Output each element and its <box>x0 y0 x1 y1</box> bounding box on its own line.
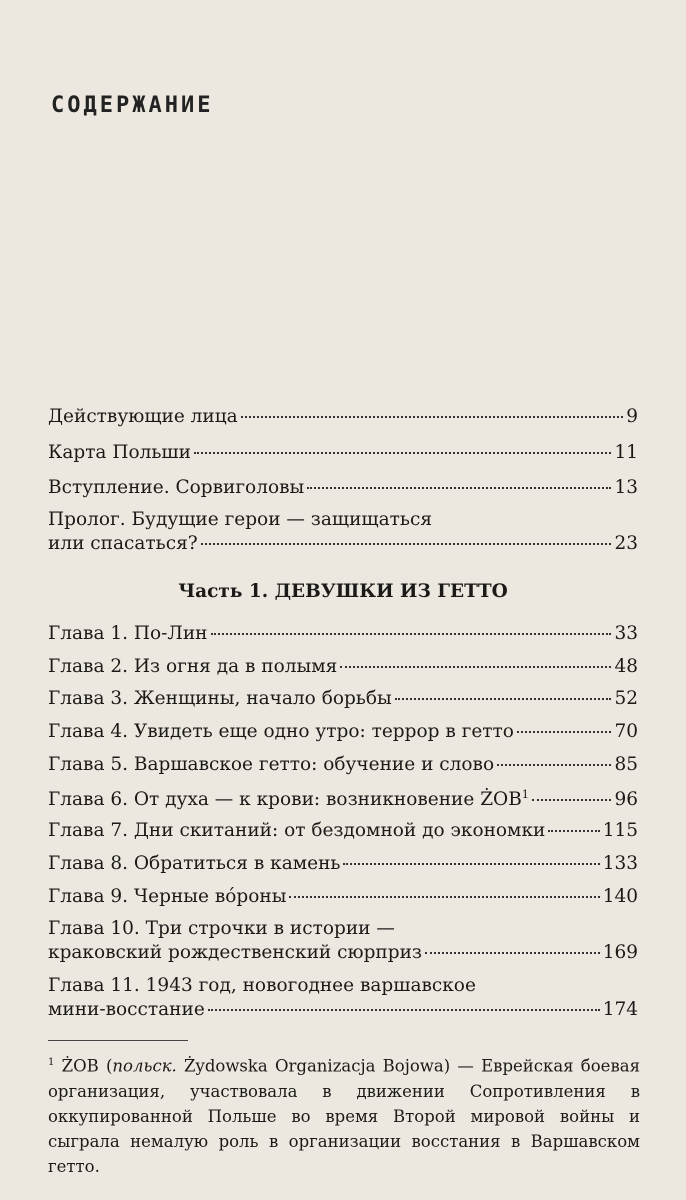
toc-entry[interactable] <box>48 442 638 468</box>
toc-entry-line1[interactable] <box>48 918 638 944</box>
toc-entry-line1[interactable] <box>48 975 638 1001</box>
toc-entry[interactable] <box>48 406 638 432</box>
toc-entry[interactable] <box>48 886 638 912</box>
toc-entry[interactable] <box>48 688 638 714</box>
toc-entry-title: мини-восстание <box>48 999 205 1020</box>
toc-entry-title: Глава 10. Три строчки в истории — <box>48 918 395 939</box>
toc-entry-page: 70 <box>614 721 638 742</box>
toc-entry-page: 174 <box>602 999 638 1020</box>
toc-entry-title-text: Глава 6. От духа — к крови: возникновение ŻOB <box>48 789 522 811</box>
toc-entry-title: Действующие лица <box>48 406 238 427</box>
toc-entry-title: Глава 11. 1943 год, новогоднее варшавское <box>48 975 476 996</box>
toc-entry[interactable] <box>48 788 638 814</box>
toc-entry-page: 115 <box>602 820 638 841</box>
toc-entry[interactable] <box>48 477 638 503</box>
toc-entry-title: Глава 2. Из огня да в полымя <box>48 656 338 677</box>
toc-entry-page: 9 <box>626 406 638 427</box>
footnote-marker: 1 <box>48 1057 55 1068</box>
toc-entry-title: Карта Польши <box>48 442 191 463</box>
toc-entry-title: Глава 4. Увидеть еще одно утро: террор в гетто <box>48 721 514 742</box>
toc-entry-title: Вступление. Сорвиголовы <box>48 477 305 498</box>
toc-entry[interactable] <box>48 999 638 1025</box>
toc-entry-page: 140 <box>602 886 638 907</box>
toc-entry[interactable] <box>48 533 638 559</box>
toc-entry-page: 33 <box>614 623 638 644</box>
footnote-text: — Еврейская боевая организация, участвовала в движении Сопротивления в оккупированной Польше во время Второй мировой войны и сыграла немалую роль в организации восстания в Варшавском гетто. <box>48 1056 640 1176</box>
toc-entry-title: Пролог. Будущие герои — защищаться <box>48 509 433 530</box>
toc-entry[interactable] <box>48 942 638 968</box>
toc-entry[interactable] <box>48 820 638 846</box>
toc-entry-page: 11 <box>614 442 638 463</box>
toc-entry-title: или спасаться? <box>48 533 198 554</box>
toc-entry-page: 85 <box>614 754 638 775</box>
toc-entry-title <box>48 788 529 810</box>
toc-entry-title: краковский рождественский сюрприз <box>48 942 423 963</box>
toc-entry[interactable] <box>48 853 638 879</box>
toc-entry-title: Глава 7. Дни скитаний: от бездомной до экономки <box>48 820 546 841</box>
footnote-abbr: ŻOB <box>61 1056 99 1076</box>
footnote-marker[interactable]: 1 <box>521 788 529 801</box>
toc-entry-page: 48 <box>614 656 638 677</box>
toc-entry-page: 96 <box>614 789 638 811</box>
toc-entry-page: 23 <box>614 533 638 554</box>
toc-entry[interactable] <box>48 623 638 649</box>
toc-entry-title: Глава 5. Варшавское гетто: обучение и слово <box>48 754 495 775</box>
toc-entry[interactable] <box>48 656 638 682</box>
page-title: СОДЕРЖАНИЕ <box>51 93 214 118</box>
toc-entry-page: 133 <box>602 853 638 874</box>
footnote-divider <box>48 1040 188 1041</box>
part-title: Часть 1. ДЕВУШКИ ИЗ ГЕТТО <box>178 581 508 602</box>
toc-entry-line1[interactable] <box>48 509 638 535</box>
toc-entry-title: Глава 9. Черные вóроны <box>48 886 287 907</box>
toc-entry-page: 169 <box>602 942 638 963</box>
footnote-lang: польск. <box>112 1056 177 1076</box>
toc-entry-page: 52 <box>614 688 638 709</box>
toc-entry-title: Глава 3. Женщины, начало борьбы <box>48 688 392 709</box>
toc-entry-page: 13 <box>614 477 638 498</box>
footnote: $^1$ ŻOB (польск. Żydowska Organizacja Bojowa) — Еврейская боевая организация, участвовала в движении Сопротивления в оккупированной Польше во время Второй мировой войны и сыграла немалую роль в организации восстания в Варшавском гетто. <box>48 1056 640 1176</box>
footnote-original: Żydowska Organizacja Bojowa <box>184 1056 444 1076</box>
toc-entry[interactable] <box>48 721 638 747</box>
toc-entry[interactable] <box>48 754 638 780</box>
toc-entry-title: Глава 1. По-Лин <box>48 623 208 644</box>
toc-entry-title: Глава 8. Обратиться в камень <box>48 853 341 874</box>
